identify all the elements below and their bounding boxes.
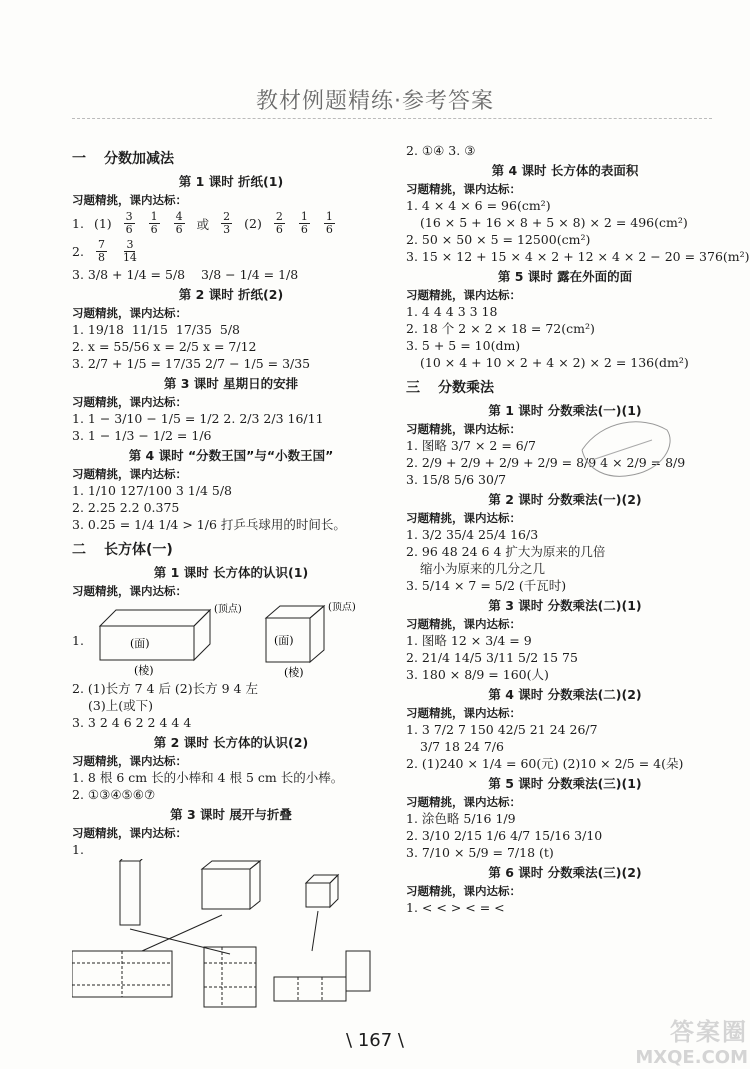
answer-item: 1. 1/10 127/100 3 1/4 5/8 [72, 483, 233, 498]
lesson-title: 第 4 课时 长方体的表面积 [491, 163, 639, 178]
answer-item: 1. (面) (棱) (顶点) (面) (棱) (顶点) [72, 602, 390, 678]
title-divider [72, 118, 712, 119]
net-matching-diagram [72, 859, 372, 1009]
subheading: 习题精挑，课内达标： [406, 422, 521, 436]
answer-item: 2. 3/10 2/15 1/6 4/7 15/16 3/10 [406, 828, 603, 843]
answer-item: 1. [72, 842, 84, 857]
answer-item: 3. 1 − 1/3 − 1/2 = 1/6 [72, 428, 212, 443]
subheading: 习题精挑，课内达标： [406, 795, 521, 809]
answer-item: 2. 96 48 24 6 4 扩大为原来的几倍 [406, 544, 606, 559]
cuboid-diagram [94, 602, 364, 678]
answer-item: 3/7 18 24 7/6 [420, 739, 504, 754]
lesson-title: 第 2 课时 长方体的认识(2) [153, 735, 309, 750]
lesson-title: 第 4 课时 分数乘法(二)(2) [488, 687, 642, 702]
right-column [406, 142, 750, 917]
answer-item: 1. 4 × 4 × 6 = 96(cm²) [406, 198, 551, 213]
subheading: 习题精挑，课内达标： [72, 306, 187, 320]
subheading: 习题精挑，课内达标： [72, 193, 187, 207]
answer-item: 1. 涂色略 5/16 1/9 [406, 811, 516, 826]
edge-label-2: (棱) [283, 666, 304, 678]
subheading: 习题精挑，课内达标： [406, 182, 521, 196]
answer-item: 2. 18 个 2 × 2 × 18 = 72(cm²) [406, 321, 595, 336]
page-number: \ 167 \ [346, 1030, 404, 1051]
answer-item: 1. 4 4 4 3 3 18 [406, 304, 498, 319]
answer-item: 3. 15/8 5/6 30/7 [406, 472, 507, 487]
lesson-title: 第 3 课时 展开与折叠 [170, 807, 292, 822]
section-heading-2: 二 长方体(一) [72, 542, 173, 558]
subheading: 习题精挑，课内达标： [72, 467, 187, 481]
answer-item: 2. (1)长方 7 4 后 (2)长方 9 4 左 [72, 681, 258, 696]
answer-item: 1. (1) $\frac{3}{6}$ $\frac{1}{6}$ $\frac{4}{6}$ 或 $\frac{2}{3}$ (2) $\frac{2}{6}$ $\frac{1}{6}$ $\frac{1}{6}$ [72, 210, 333, 236]
answer-item: 1. 8 根 6 cm 长的小棒和 4 根 5 cm 长的小棒。 [72, 770, 344, 785]
lesson-title: 第 5 课时 露在外面的面 [497, 269, 633, 284]
answer-item: 2. ①④ 3. ③ [406, 143, 476, 158]
lesson-title: 第 2 课时 折纸(2) [178, 287, 284, 302]
watermark-logo: 答案圈 MXQE.COM [635, 1018, 748, 1068]
answer-item: 3. 15 × 12 + 15 × 4 × 2 + 12 × 4 × 2 − 20 = 376(m²) [406, 249, 750, 264]
lesson-title: 第 1 课时 分数乘法(一)(1) [488, 403, 642, 418]
answer-item: 1. 3 7/2 7 150 42/5 21 24 26/7 [406, 722, 598, 737]
lesson-title: 第 5 课时 分数乘法(三)(1) [488, 776, 642, 791]
lesson-title: 第 1 课时 折纸(1) [178, 174, 284, 189]
answer-item: 缩小为原来的几分之几 [420, 561, 546, 576]
subheading: 习题精挑，课内达标： [406, 706, 521, 720]
lesson-title: 第 2 课时 分数乘法(一)(2) [488, 492, 642, 507]
answer-item: 2. (1)240 × 1/4 = 60(元) (2)10 × 2/5 = 4(朵) [406, 756, 684, 771]
subheading: 习题精挑，课内达标： [406, 288, 521, 302]
answer-item: 1. < < > < = < [406, 900, 505, 915]
answer-item: 2. 2.25 2.2 0.375 [72, 500, 180, 515]
edge-label: (棱) [133, 664, 154, 677]
vertex-label: (顶点) [213, 604, 242, 615]
answer-item: 3. 3 2 4 6 2 2 4 4 4 [72, 715, 192, 730]
answer-item: 1. 19/18 11/15 17/35 5/8 [72, 322, 240, 337]
lesson-title: 第 3 课时 分数乘法(二)(1) [488, 598, 642, 613]
section-heading-1: 一 分数加减法 [72, 151, 174, 167]
answer-item: 2. x = 55/56 x = 2/5 x = 7/12 [72, 339, 257, 354]
subheading: 习题精挑，课内达标： [406, 617, 521, 631]
answer-item: 3. 5 + 5 = 10(dm) [406, 338, 521, 353]
answer-item: 3. 7/10 × 5/9 = 7/18 (t) [406, 845, 554, 860]
answer-item: 1. 图略 3/7 × 2 = 6/7 [406, 438, 536, 453]
vertex-label-2: (顶点) [327, 602, 356, 613]
page-title: 教材例题精练·参考答案 [256, 89, 494, 114]
face-label-2: (面) [273, 634, 294, 647]
answer-item: 3. 2/7 + 1/5 = 17/35 2/7 − 1/5 = 3/35 [72, 356, 311, 371]
answer-item: 3. 0.25 = 1/4 1/4 > 1/6 打乒乓球用的时间长。 [72, 517, 346, 532]
subheading: 习题精挑，课内达标： [72, 395, 187, 409]
pencil-scribble-mark [572, 410, 682, 490]
answer-item: 3. 3/8 + 1/4 = 5/8 3/8 − 1/4 = 1/8 [72, 267, 299, 282]
subheading: 习题精挑，课内达标： [72, 754, 187, 768]
subheading: 习题精挑，课内达标： [72, 584, 187, 598]
answer-item: 2. 21/4 14/5 3/11 5/2 15 75 [406, 650, 578, 665]
lesson-title: 第 6 课时 分数乘法(三)(2) [488, 865, 642, 880]
section-heading-3: 三 分数乘法 [406, 380, 494, 396]
subheading: 习题精挑，课内达标： [72, 826, 187, 840]
answer-item: 1. 3/2 35/4 25/4 16/3 [406, 527, 539, 542]
lesson-title: 第 4 课时 “分数王国”与“小数王国” [128, 448, 334, 463]
answer-item: 2. ①③④⑤⑥⑦ [72, 787, 156, 802]
subheading: 习题精挑，课内达标： [406, 884, 521, 898]
answer-item: 2. $\frac{7}{8}$ $\frac{3}{14}$ [72, 238, 137, 264]
answer-item: 1. 图略 12 × 3/4 = 9 [406, 633, 532, 648]
answer-item: 2. 50 × 50 × 5 = 12500(cm²) [406, 232, 591, 247]
answer-item: 3. 5/14 × 7 = 5/2 (千瓦时) [406, 578, 567, 593]
answer-item: 3. 180 × 8/9 = 160(人) [406, 667, 549, 682]
answer-item: (3)上(或下) [88, 698, 153, 713]
answer-item: 1. 1 − 3/10 − 1/5 = 1/2 2. 2/3 2/3 16/11 [72, 411, 324, 426]
left-column [72, 142, 390, 1009]
answer-item: (16 × 5 + 16 × 8 + 5 × 8) × 2 = 496(cm²) [420, 215, 688, 230]
subheading: 习题精挑，课内达标： [406, 511, 521, 525]
lesson-title: 第 3 课时 星期日的安排 [163, 376, 299, 391]
answer-item: (10 × 4 + 10 × 2 + 4 × 2) × 2 = 136(dm²) [420, 355, 689, 370]
answer-item: 2. 2/9 + 2/9 + 2/9 + 2/9 = 8/9 4 × 2/9 = 8/9 [406, 455, 686, 470]
face-label: (面) [129, 637, 150, 650]
lesson-title: 第 1 课时 长方体的认识(1) [153, 565, 309, 580]
